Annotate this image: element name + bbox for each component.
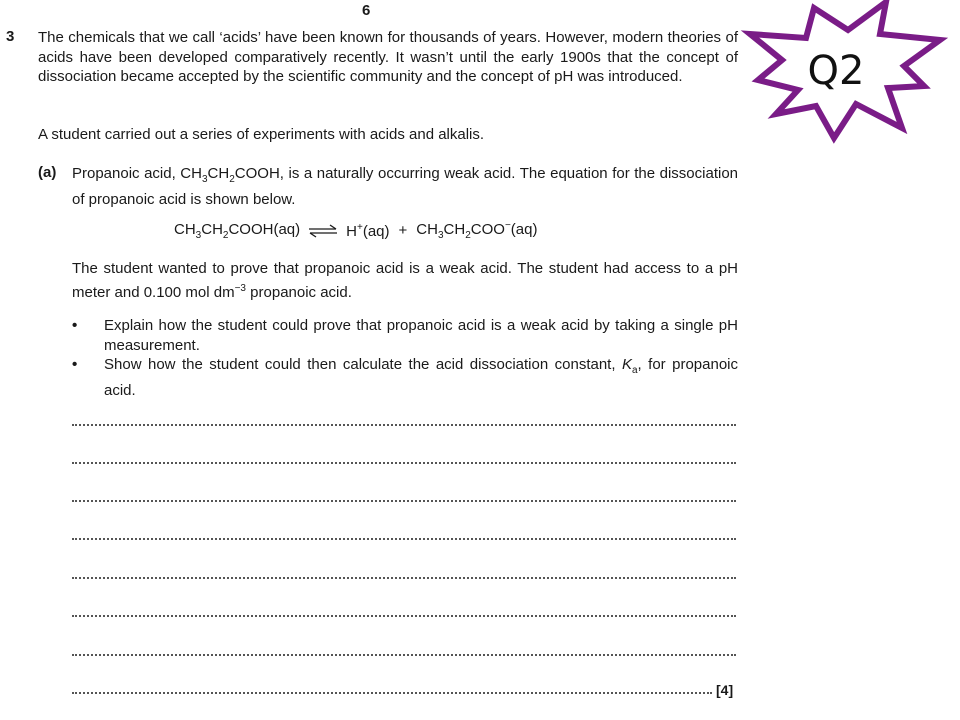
answer-line[interactable] [72, 692, 712, 694]
bullet-icon: • [72, 317, 78, 334]
equilibrium-arrow-icon [308, 224, 338, 238]
list-item: • Show how the student could then calculate the acid dissociation constant, $K_a$, for propanoic acid. [72, 356, 739, 399]
answer-line[interactable] [72, 654, 736, 656]
answer-line[interactable] [72, 424, 736, 426]
equation-product-h: H+(aq) [346, 221, 390, 240]
answer-line[interactable] [72, 577, 736, 579]
part-a-text: Propanoic acid, $CH_3CH_2COOH$, is a naturally occurring weak acid. The equation for the dissociation of propanoic acid is shown below. [72, 165, 739, 208]
dissociation-equation [174, 220, 537, 241]
task-list [72, 316, 738, 400]
badge-label: Q2 [807, 48, 865, 94]
marks-label: [4] [716, 682, 734, 698]
answer-line[interactable] [72, 500, 736, 502]
part-a-label: (a) [38, 164, 57, 181]
intro-paragraph: The chemicals that we call ‘acids’ have been known for thousands of years. However, modern theories of acids have been developed comparatively recently. It wasn’t until the early 1900s that the concept of dissociation became accepted by the scientific community and the concept of pH was introduced. [38, 29, 738, 85]
question-number: 3 [6, 28, 15, 45]
student-line: A student carried out a series of experiments with acids and alkalis. [38, 126, 485, 143]
equation-product-anion: $CH_3CH_2COO^-(aq)$ [416, 220, 538, 241]
answer-line[interactable] [72, 462, 736, 464]
list-item: • Explain how the student could prove that propanoic acid is a weak acid by taking a single pH measurement. [72, 317, 738, 354]
bullet-icon: • [72, 356, 78, 373]
answer-line[interactable] [72, 615, 736, 617]
equation-reactant: $CH_3CH_2COOH(aq)$ [174, 220, 301, 241]
equation-plus: + [398, 222, 408, 239]
answer-line[interactable] [72, 538, 736, 540]
page-number: 6 [362, 2, 371, 19]
context-paragraph: The student wanted to prove that propanoic acid is a weak acid. The student had access to a pH meter and 0.100 mol $dm^{-3}$ propanoic acid. [72, 260, 738, 301]
